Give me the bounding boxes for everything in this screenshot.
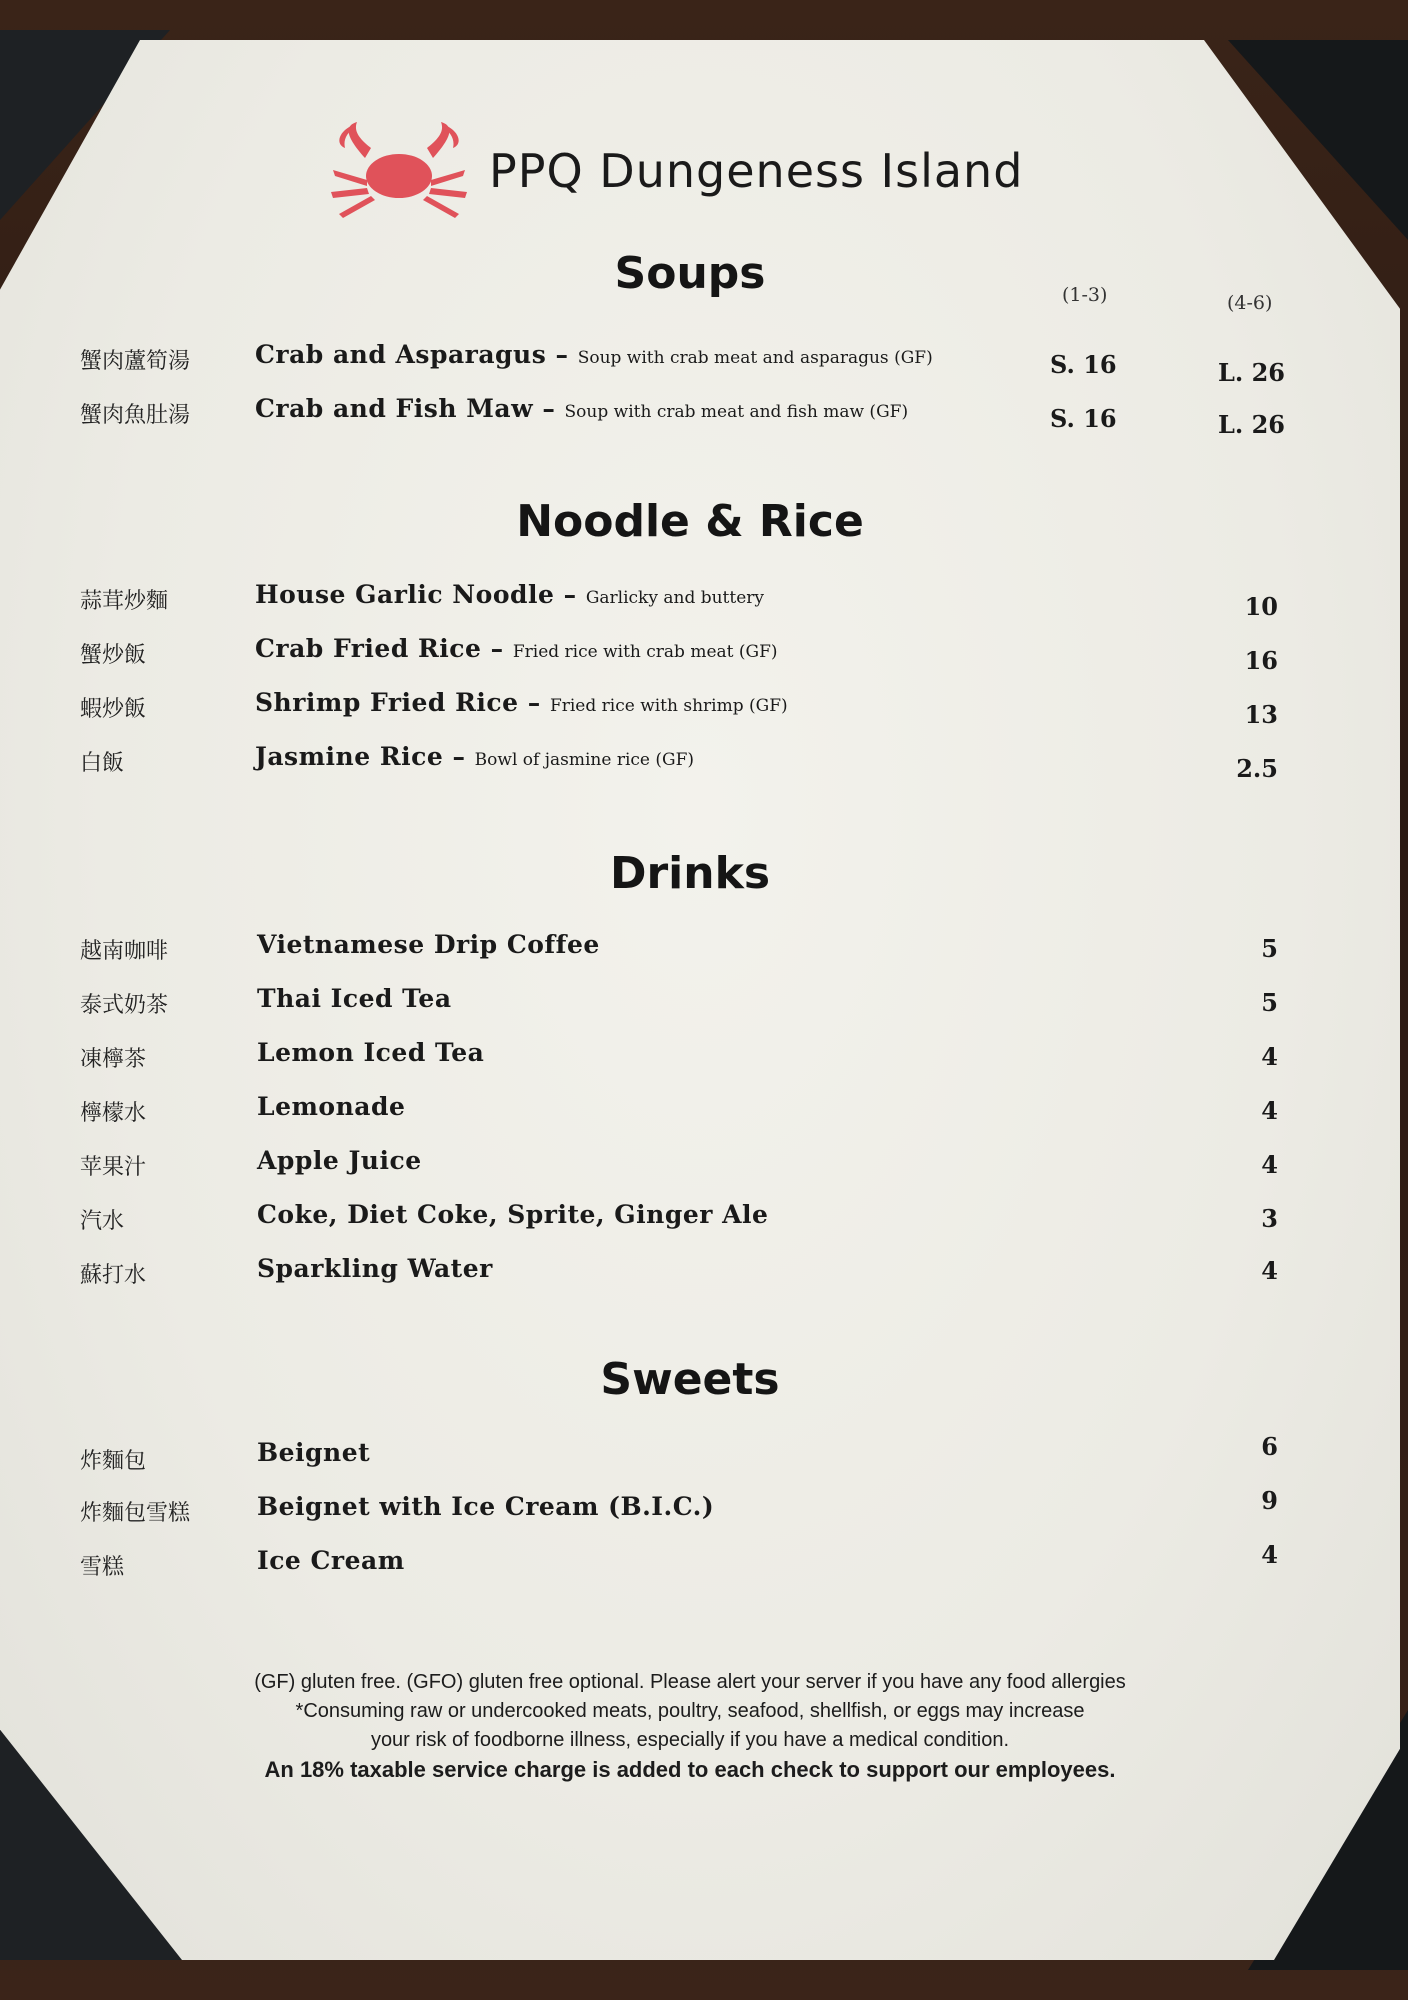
column-header-large: (4-6) [1227, 292, 1273, 314]
item-chinese-name: 炸麵包雪糕 [80, 1501, 191, 1526]
item-chinese-name: 雪糕 [80, 1555, 125, 1580]
item-description: Soup with crab meat and fish maw (GF) [564, 402, 909, 422]
item-name-text: Shrimp Fried Rice [255, 688, 519, 717]
item-name: Lemon Iced Tea [257, 1038, 485, 1067]
menu-item [0, 742, 1408, 782]
item-name: Sparkling Water [257, 1254, 493, 1283]
menu-item [0, 394, 1408, 439]
consumption-warning: *Consuming raw or undercooked meats, poultry, seafood, shellfish, or eggs may increase [295, 1700, 1085, 1722]
column-header-small: (1-3) [1062, 284, 1108, 306]
menu-item [0, 1254, 1408, 1294]
item-chinese-name: 炸麵包 [80, 1449, 147, 1474]
item-name: Lemonade [257, 1092, 406, 1121]
item-description: Fried rice with shrimp (GF) [549, 696, 788, 716]
item-name-text: Crab and Asparagus [255, 340, 547, 369]
restaurant-name: PPQ Dungeness Island [489, 143, 1024, 198]
item-name: Crab and Fish Maw – Soup with crab meat and fish maw (GF) [255, 394, 909, 423]
item-name-text: House Garlic Noodle [255, 580, 555, 609]
item-price: 4 [1261, 1150, 1278, 1179]
item-name: Coke, Diet Coke, Sprite, Ginger Ale [257, 1200, 769, 1229]
menu-item [0, 1540, 1408, 1586]
item-name: Crab Fried Rice – Fried rice with crab meat (GF) [255, 634, 778, 663]
item-price: 9 [1261, 1486, 1278, 1515]
menu-item [0, 688, 1408, 728]
crab-icon [325, 118, 473, 223]
section-title-noodle-rice: Noodle & Rice [516, 496, 864, 547]
item-chinese-name: 蟹肉蘆筍湯 [80, 349, 191, 374]
allergy-note: (GF) gluten free. (GFO) gluten free optional. Please alert your server if you have any food allergies [254, 1671, 1126, 1693]
item-name-text: Crab Fried Rice [255, 634, 482, 663]
item-chinese-name: 蟹肉魚肚湯 [80, 403, 191, 428]
menu-item [0, 340, 1408, 387]
brand-header [325, 118, 1023, 223]
menu-item [0, 1038, 1408, 1078]
item-price: 13 [1244, 700, 1278, 729]
menu-item [0, 1486, 1408, 1532]
menu-item [0, 1432, 1408, 1478]
item-name: Jasmine Rice – Bowl of jasmine rice (GF) [255, 742, 695, 771]
item-description: Bowl of jasmine rice (GF) [474, 750, 695, 770]
section-title-drinks: Drinks [609, 848, 771, 899]
section-title-sweets: Sweets [600, 1354, 780, 1405]
item-name-text: Crab and Fish Maw [255, 394, 534, 423]
menu-item [0, 580, 1408, 620]
menu-item [0, 930, 1408, 970]
item-price-large: L. 26 [1218, 410, 1285, 439]
item-chinese-name: 蘇打水 [80, 1263, 147, 1288]
item-price: 5 [1261, 988, 1278, 1017]
item-chinese-name: 汽水 [80, 1209, 125, 1234]
item-price: 4 [1261, 1256, 1278, 1285]
item-chinese-name: 泰式奶茶 [80, 993, 169, 1018]
item-price-small: S. 16 [1050, 350, 1117, 379]
consumption-warning-cont: your risk of foodborne illness, especially if you have a medical condition. [370, 1729, 1010, 1751]
item-chinese-name: 蟹炒飯 [80, 643, 147, 668]
item-name: Apple Juice [257, 1146, 422, 1175]
item-price: 4 [1261, 1042, 1278, 1071]
item-description: Fried rice with crab meat (GF) [512, 642, 778, 662]
item-price: 5 [1261, 934, 1278, 963]
item-name: Beignet with Ice Cream (B.I.C.) [257, 1492, 715, 1521]
item-price: 3 [1261, 1204, 1278, 1233]
item-name: House Garlic Noodle – Garlicky and buttery [255, 580, 765, 609]
item-name: Ice Cream [257, 1546, 405, 1575]
item-price-large: L. 26 [1218, 358, 1285, 387]
item-name: Thai Iced Tea [257, 984, 452, 1013]
item-description: Soup with crab meat and asparagus (GF) [577, 348, 933, 368]
item-chinese-name: 檸檬水 [80, 1101, 147, 1126]
item-price: 4 [1261, 1096, 1278, 1125]
menu-item [0, 1146, 1408, 1186]
item-price: 10 [1244, 592, 1278, 621]
item-chinese-name: 苹果汁 [80, 1155, 147, 1180]
item-price: 6 [1261, 1432, 1278, 1461]
item-chinese-name: 蝦炒飯 [80, 697, 147, 722]
item-chinese-name: 凍檸茶 [80, 1047, 147, 1072]
section-title-soups: Soups [614, 248, 766, 299]
menu-item [0, 1092, 1408, 1132]
menu-item [0, 634, 1408, 674]
item-name: Shrimp Fried Rice – Fried rice with shrimp (GF) [255, 688, 788, 717]
item-name: Vietnamese Drip Coffee [257, 930, 600, 959]
item-chinese-name: 白飯 [80, 751, 125, 776]
item-name-text: Jasmine Rice [255, 742, 444, 771]
item-price: 16 [1244, 646, 1278, 675]
item-name: Beignet [257, 1438, 371, 1467]
menu-item [0, 1200, 1408, 1240]
item-price: 2.5 [1236, 754, 1278, 783]
menu-item [0, 984, 1408, 1024]
item-name: Crab and Asparagus – Soup with crab meat and asparagus (GF) [255, 340, 933, 369]
item-price-small: S. 16 [1050, 404, 1117, 433]
service-charge-note: An 18% taxable service charge is added to each check to support our employees. [264, 1757, 1116, 1782]
item-price: 4 [1261, 1540, 1278, 1569]
item-chinese-name: 蒜茸炒麵 [80, 589, 169, 614]
item-chinese-name: 越南咖啡 [80, 939, 169, 964]
item-description: Garlicky and buttery [585, 588, 765, 608]
menu-footnotes [0, 1668, 1380, 1784]
